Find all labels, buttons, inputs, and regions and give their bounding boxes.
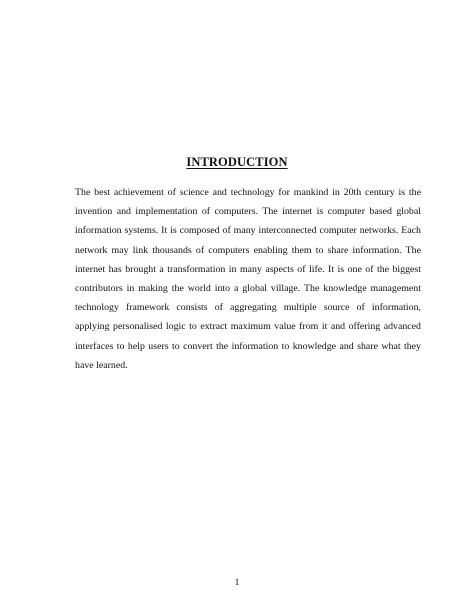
section-heading: INTRODUCTION (186, 155, 288, 169)
page-number: 1 (234, 578, 240, 588)
introduction-paragraph: The best achievement of science and technology for mankind in 20th century is the invention and implementation of computers. The internet is computer based global information systems. It is composed of many interconnected computer networks. Each network may link thousands of computers enabling them to share information. The internet has brought a transformation in many aspects of life. It is one of the biggest contributors in making the world into a global village. The knowledge management technology framework consists of aggregating multiple source of information, applying personalised logic to extract maximum value from it and offering advanced interfaces to help users to convert the information to knowledge and share what they have learned. (75, 187, 421, 371)
